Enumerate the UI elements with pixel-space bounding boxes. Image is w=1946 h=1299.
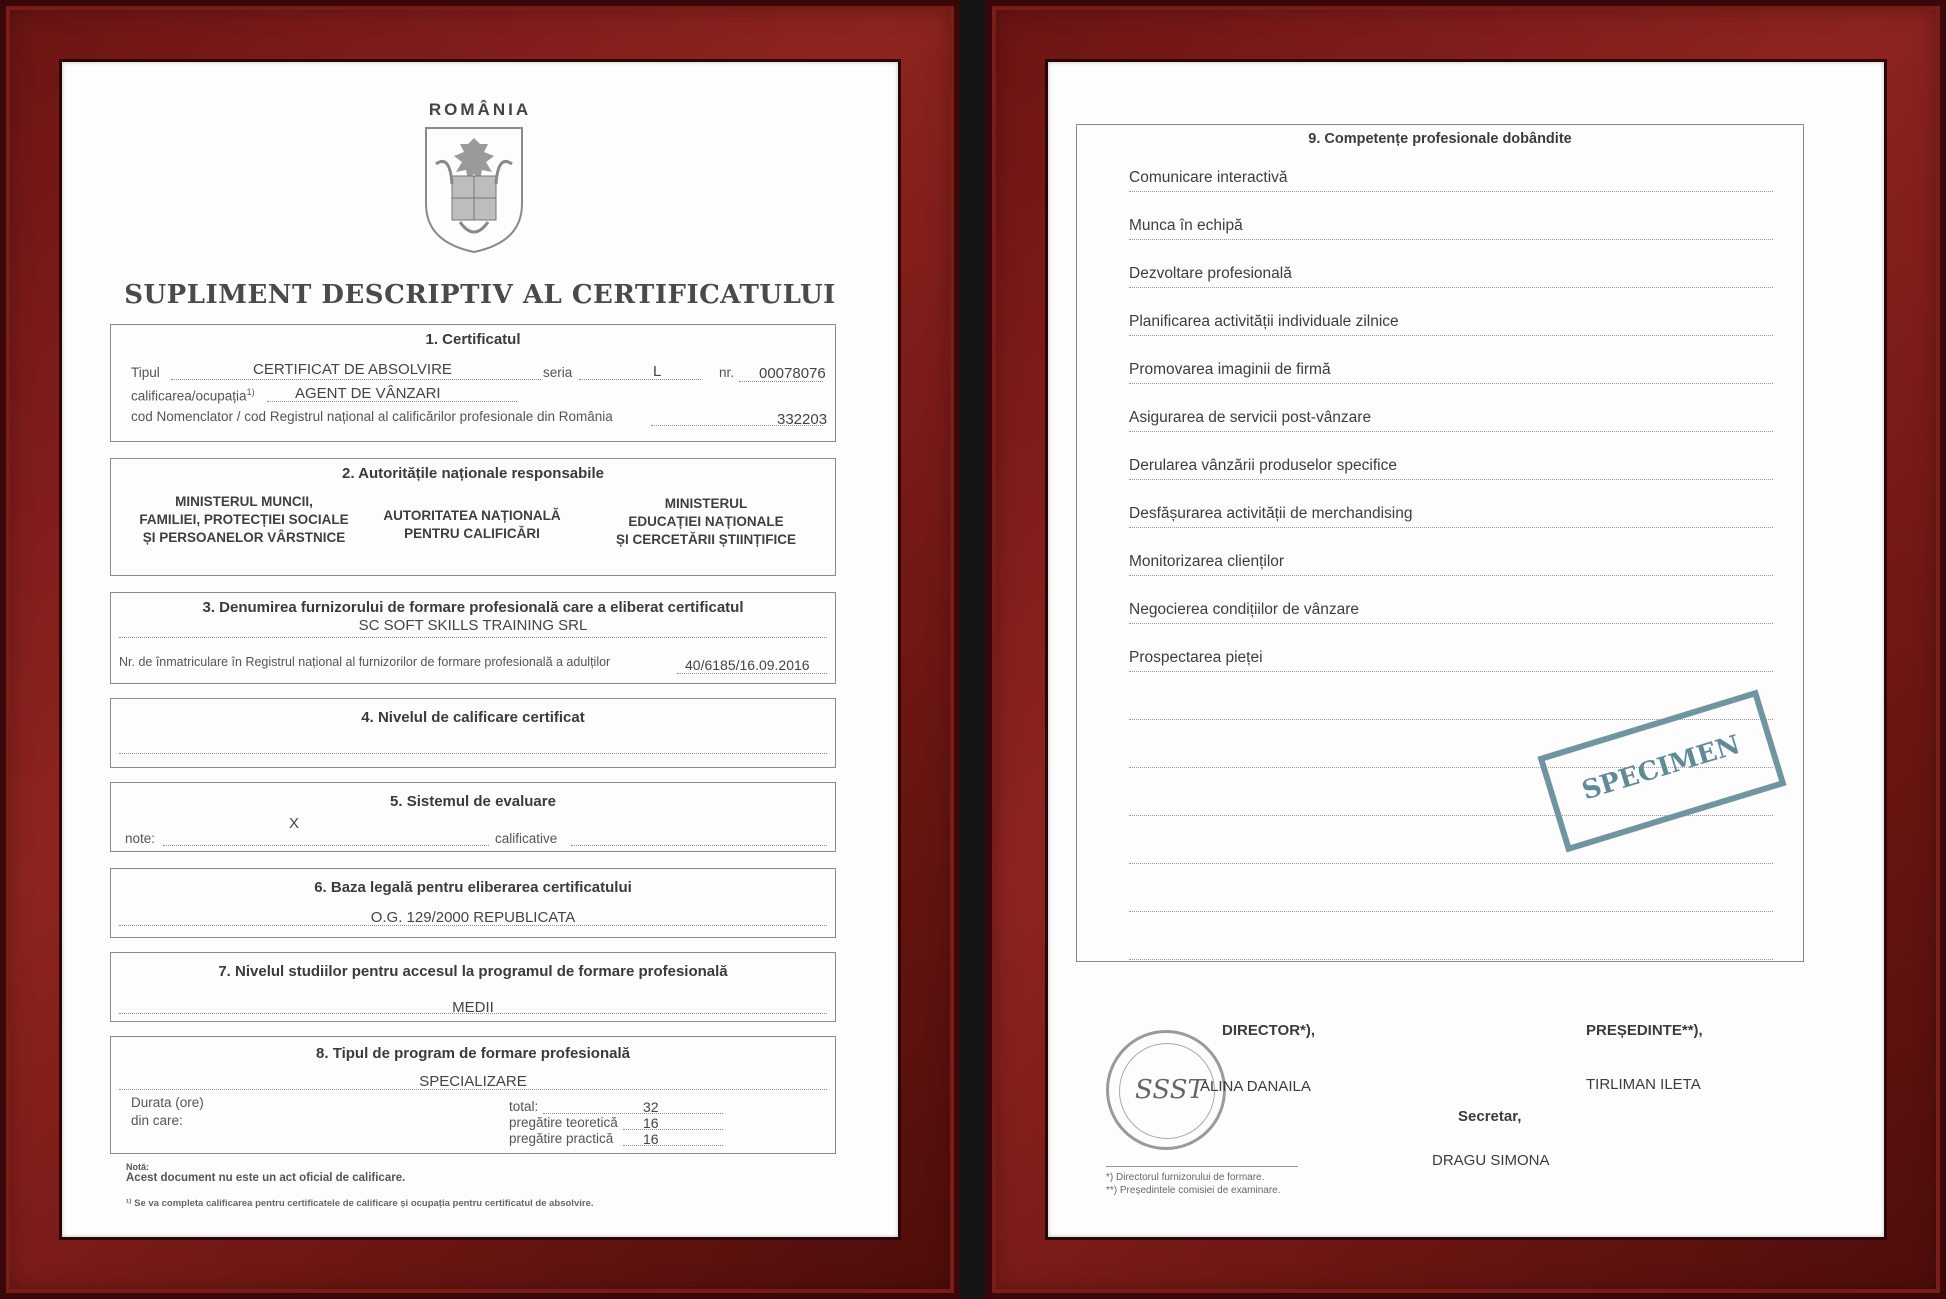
section-legal-basis <box>110 868 836 938</box>
calificative-label: calificative <box>495 831 558 846</box>
section-certificate <box>110 324 836 442</box>
section-1-header: 1. Certificatul <box>425 331 521 348</box>
footnote-text: ¹⁾ Se va completa calificarea pentru certificatele de calificare și ocupația pentru certificatul de absolvire. <box>126 1198 594 1209</box>
director-label: DIRECTOR*), <box>1222 1022 1316 1039</box>
section-evaluation <box>110 782 836 852</box>
total-label: total: <box>509 1099 539 1114</box>
president-label: PREȘEDINTE**), <box>1586 1022 1703 1039</box>
evaluation-mark: X <box>289 815 300 832</box>
president-name: TIRLIMAN ILETA <box>1586 1076 1701 1093</box>
note-label: note: <box>125 831 156 846</box>
section-7-header: 7. Nivelul studiilor pentru accesul la programul de formare profesională <box>218 963 728 980</box>
secretary-label: Secretar, <box>1458 1108 1522 1125</box>
competence-item: Comunicare interactivă <box>1129 147 1773 192</box>
practice-value: 16 <box>643 1131 659 1147</box>
section-2-header: 2. Autoritățile naționale responsabile <box>341 465 604 482</box>
section-study-level <box>110 952 836 1022</box>
theory-label: pregătire teoretică <box>509 1115 618 1130</box>
registration-label: Nr. de înmatriculare în Registrul național al furnizorilor de formare profesională a adulților <box>119 655 611 669</box>
competence-item: Promovarea imaginii de firmă <box>1129 339 1773 384</box>
school-seal-icon: SSST <box>1106 1030 1226 1150</box>
provider-name: SC SOFT SKILLS TRAINING SRL <box>358 617 588 634</box>
total-value: 32 <box>643 1099 659 1115</box>
section-provider <box>110 592 836 684</box>
seria-label: seria <box>543 365 573 380</box>
program-type-value: SPECIALIZARE <box>419 1073 527 1090</box>
calificarea-label: calificarea/ocupația$^{1)}$ <box>131 387 255 404</box>
footnote-president: **) Președintele comisiei de examinare. <box>1106 1185 1281 1196</box>
competence-item: Monitorizarea clienților <box>1129 531 1773 576</box>
cod-label: cod Nomenclator / cod Registrul național al calificărilor profesionale din România <box>131 409 613 424</box>
secretary-name: DRAGU SIMONA <box>1432 1152 1550 1169</box>
coat-of-arms-icon <box>420 124 528 256</box>
calificarea-value: AGENT DE VÂNZARI <box>295 385 441 402</box>
din-care-label: din care: <box>131 1113 183 1128</box>
footnote-director: *) Directorul furnizorului de formare. <box>1106 1172 1265 1183</box>
authority-anc: AUTORITATEA NAȚIONALĂ PENTRU CALIFICĂRI <box>383 508 561 541</box>
nr-value: 00078076 <box>759 365 826 382</box>
section-qualification-level <box>110 698 836 768</box>
tipul-value: CERTIFICAT DE ABSOLVIRE <box>253 361 452 378</box>
section-8-header: 8. Tipul de program de formare profesională <box>316 1045 630 1062</box>
theory-value: 16 <box>643 1115 659 1131</box>
country-label: ROMÂNIA <box>428 100 532 119</box>
cod-value: 332203 <box>777 411 828 428</box>
note-title: Notă: <box>126 1162 149 1172</box>
registration-value: 40/6185/16.09.2016 <box>685 657 810 673</box>
section-program-type <box>110 1036 836 1154</box>
legal-basis-value: O.G. 129/2000 REPUBLICATA <box>370 909 576 926</box>
competence-blank-line <box>1129 867 1773 912</box>
durata-label: Durata (ore) <box>131 1095 204 1110</box>
competence-item: Derularea vânzării produselor specifice <box>1129 435 1773 480</box>
competence-blank-line <box>1129 915 1773 960</box>
left-frame <box>0 0 960 1299</box>
left-page <box>62 62 898 1237</box>
study-level-value: MEDII <box>452 999 494 1016</box>
section-3-header: 3. Denumirea furnizorului de formare profesională care a eliberat certificatul <box>202 599 744 616</box>
section-9-header: 9. Competențe profesionale dobândite <box>1308 131 1572 147</box>
competence-item: Asigurarea de servicii post-vânzare <box>1129 387 1773 432</box>
authority-ministry-education: MINISTERUL EDUCAȚIEI NAȚIONALE ȘI CERCETĂRII ȘTIINȚIFICE <box>615 496 796 547</box>
competence-item: Desfășurarea activității de merchandising <box>1129 483 1773 528</box>
director-name: ALINA DANAILA <box>1200 1078 1311 1095</box>
tipul-label: Tipul <box>131 365 160 380</box>
seria-value: L <box>653 363 662 380</box>
competence-item: Dezvoltare profesională <box>1129 243 1773 288</box>
right-frame <box>986 0 1946 1299</box>
document-title: SUPLIMENT DESCRIPTIV AL CERTIFICATULUI <box>124 280 836 310</box>
competence-item: Negocierea condițiilor de vânzare <box>1129 579 1773 624</box>
nr-label: nr. <box>719 365 735 380</box>
section-5-header: 5. Sistemul de evaluare <box>390 793 556 810</box>
competence-item: Prospectarea pieței <box>1129 627 1773 672</box>
section-competences <box>1076 124 1804 962</box>
section-4-header: 4. Nivelul de calificare certificat <box>361 709 585 726</box>
authority-ministry-labour: MINISTERUL MUNCII, FAMILIEI, PROTECȚIEI SOCIALE ȘI PERSOANELOR VÂRSTNICE <box>139 494 349 545</box>
competence-item: Munca în echipă <box>1129 195 1773 240</box>
competence-blank-line <box>1129 819 1773 864</box>
note-text: Acest document nu este un act oficial de calificare. <box>126 1172 406 1184</box>
section-6-header: 6. Baza legală pentru eliberarea certificatului <box>314 879 632 896</box>
section-authorities <box>110 458 836 576</box>
specimen-stamp: SPECIMEN <box>1537 690 1786 853</box>
competence-item: Planificarea activității individuale zilnice <box>1129 291 1773 336</box>
right-page <box>1048 62 1884 1237</box>
practice-label: pregătire practică <box>509 1131 614 1146</box>
